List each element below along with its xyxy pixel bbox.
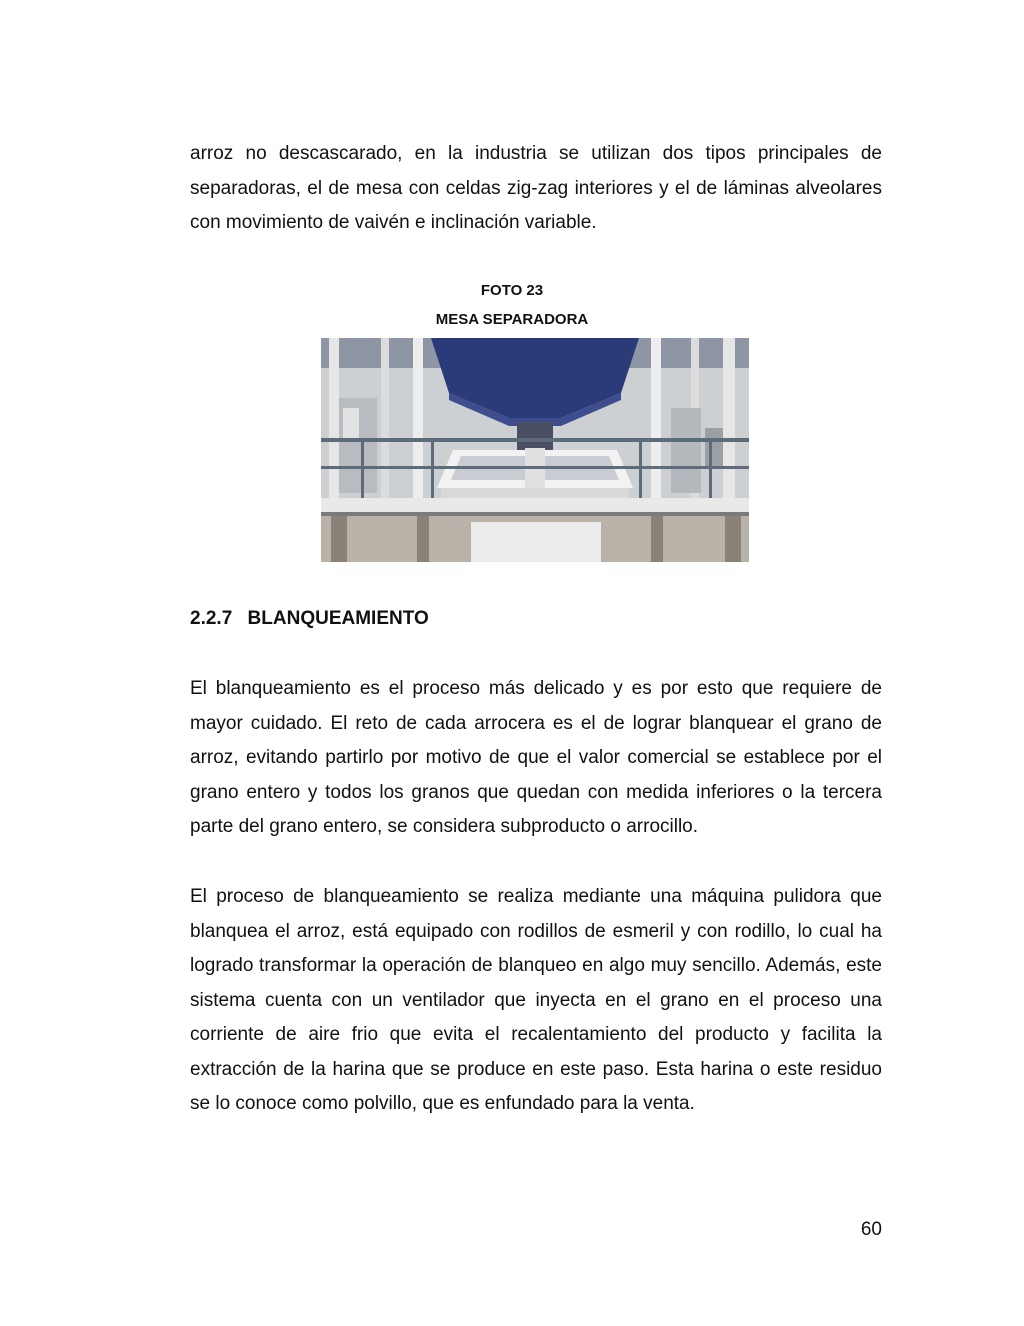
intro-paragraph: arroz no descascarado, en la industria se utilizan dos tipos principales de separadoras, el de mesa con celdas zig-zag interiores y el de láminas alveolares con movimiento de vaivén e inclinación variable. bbox=[190, 143, 882, 233]
section-title: BLANQUEAMIENTO bbox=[247, 608, 429, 629]
figure-label: FOTO 23 bbox=[480, 282, 544, 299]
blanqueamiento-paragraph-1: El blanqueamiento es el proceso más delicado y es por esto que requiere de mayor cuidado. El reto de cada arrocera es el de lograr blanquear el grano de arroz, evitando partirlo por motivo de que el valor comercial se establece por el grano entero y todos los granos que quedan con medida inferiores o la tercera parte del grano entero, se considera subproducto o arrocillo. bbox=[190, 678, 882, 837]
figure-caption: MESA SEPARADORA bbox=[435, 311, 589, 328]
page-number: 60 bbox=[860, 1219, 882, 1240]
blanqueamiento-paragraph-2: El proceso de blanqueamiento se realiza mediante una máquina pulidora que blanquea el arroz, está equipado con rodillos de esmeril y con rodillo, lo cual ha logrado transformar la operación de blanqueo en algo muy sencillo. Además, este sistema cuenta con un ventilador que inyecta en el grano en el proceso una corriente de aire frio que evita el recalentamiento del producto y facilita la extracción de la harina que se produce en este paso. Esta harina o este residuo se lo conoce como polvillo, que es enfundado para la venta. bbox=[190, 886, 882, 1114]
section-number: 2.2.7 bbox=[190, 608, 233, 629]
section-heading bbox=[190, 608, 429, 630]
separator-table-photo bbox=[321, 338, 749, 562]
